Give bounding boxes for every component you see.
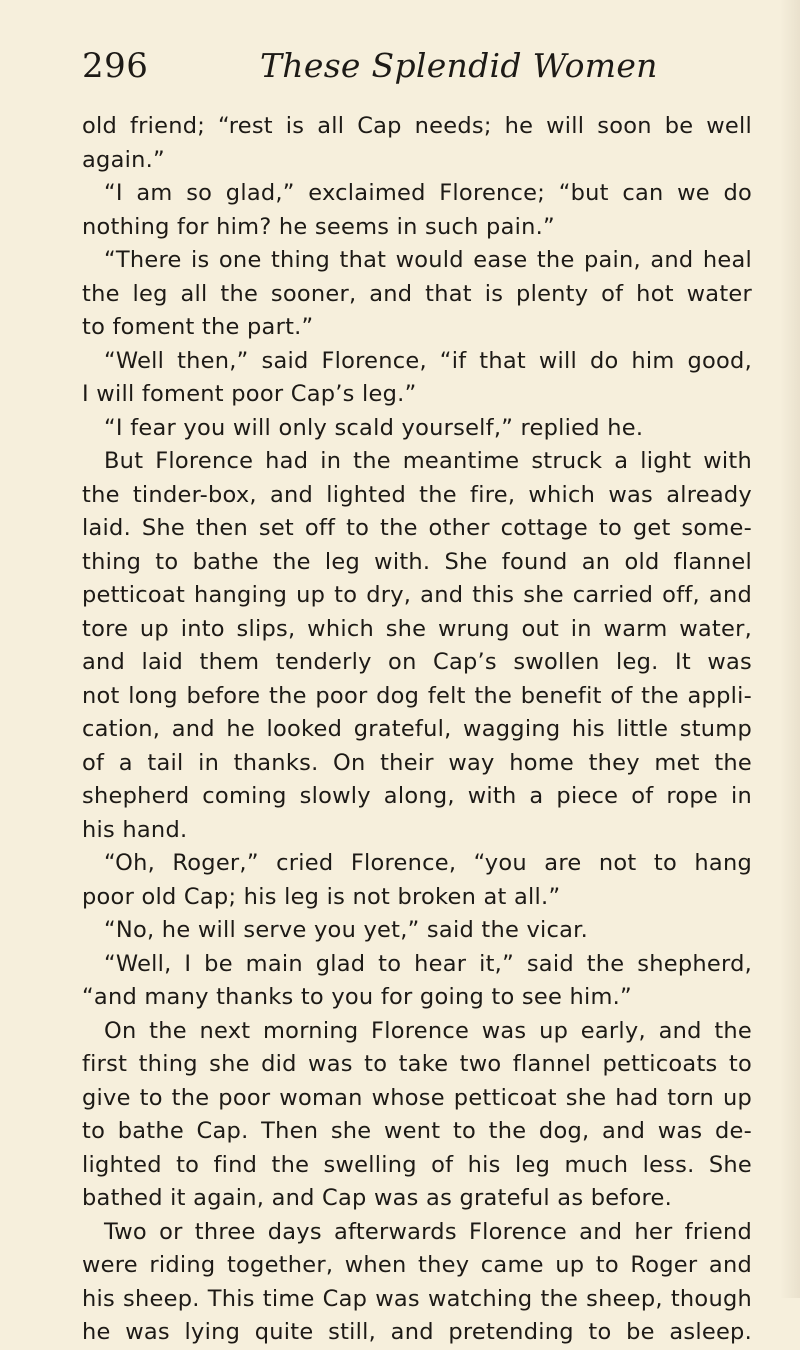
text-line: of a tail in thanks. On their way home they met the <box>82 749 752 776</box>
text-line: “Oh, Roger,” cried Florence, “you are not to hang <box>104 850 752 876</box>
text-line: his sheep. This time Cap was watching the sheep, though <box>82 1285 752 1312</box>
text-line: first thing she did was to take two flannel petticoats to <box>82 1051 752 1077</box>
text-line: he was lying quite still, and pretending to be asleep. <box>82 1319 752 1345</box>
text-line: tore up into slips, which she wrung out in warm water, <box>82 615 752 642</box>
text-line: Two or three days afterwards Florence and her friend <box>104 1218 752 1245</box>
text-line: On the next morning Florence was up early, and the <box>104 1017 752 1044</box>
text-line: “I am so glad,” exclaimed Florence; “but can we do <box>104 180 752 206</box>
text-line: bathed it again, and Cap was as grateful as before. <box>82 1185 673 1211</box>
text-line: laid. She then set off to the other cottage to get some- <box>82 515 752 541</box>
text-line: poor old Cap; his leg is not broken at all.” <box>82 883 561 910</box>
text-line: his hand. <box>82 816 188 843</box>
running-title: These Splendid Women <box>260 46 658 85</box>
text-line: nothing for him? he seems in such pain.” <box>82 213 555 240</box>
text-line: “No, he will serve you yet,” said the vicar. <box>104 917 589 943</box>
text-line: give to the poor woman whose petticoat she had torn up <box>82 1084 752 1111</box>
text-line: to bathe Cap. Then she went to the dog, and was de- <box>82 1118 752 1144</box>
text-line: to foment the part.” <box>82 314 314 340</box>
text-line: and laid them tenderly on Cap’s swollen leg. It was <box>82 649 752 675</box>
page-number: 296 <box>82 46 149 86</box>
text-line: shepherd coming slowly along, with a piece of rope in <box>82 783 752 809</box>
text-line: were riding together, when they came up to Roger and <box>82 1252 752 1278</box>
text-line: lighted to find the swelling of his leg much less. She <box>82 1151 752 1178</box>
text-line: “There is one thing that would ease the pain, and heal <box>104 247 752 273</box>
text-line: I will foment poor Cap’s leg.” <box>82 381 417 407</box>
text-line: “Well, I be main glad to hear it,” said the shepherd, <box>104 950 752 977</box>
text-line: “and many thanks to you for going to see him.” <box>82 984 632 1010</box>
body-text <box>82 110 752 1350</box>
page-header <box>82 44 762 94</box>
text-line: thing to bathe the leg with. She found an old flannel <box>82 548 752 575</box>
text-line: again.” <box>82 146 165 173</box>
text-line: “I fear you will only scald yourself,” replied he. <box>104 414 644 441</box>
text-line: cation, and he looked grateful, wagging his little stump <box>82 716 752 742</box>
text-line: petticoat hanging up to dry, and this she carried off, and <box>82 582 752 608</box>
text-line: But Florence had in the meantime struck a light with <box>104 448 752 474</box>
text-line: old friend; “rest is all Cap needs; he will soon be well <box>82 113 752 139</box>
text-line: not long before the poor dog felt the benefit of the appli- <box>82 682 752 709</box>
text-line: “Well then,” said Florence, “if that will do him good, <box>104 347 752 374</box>
text-line: the leg all the sooner, and that is plenty of hot water <box>82 280 752 307</box>
text-line: the tinder-box, and lighted the fire, which was already <box>82 481 752 508</box>
